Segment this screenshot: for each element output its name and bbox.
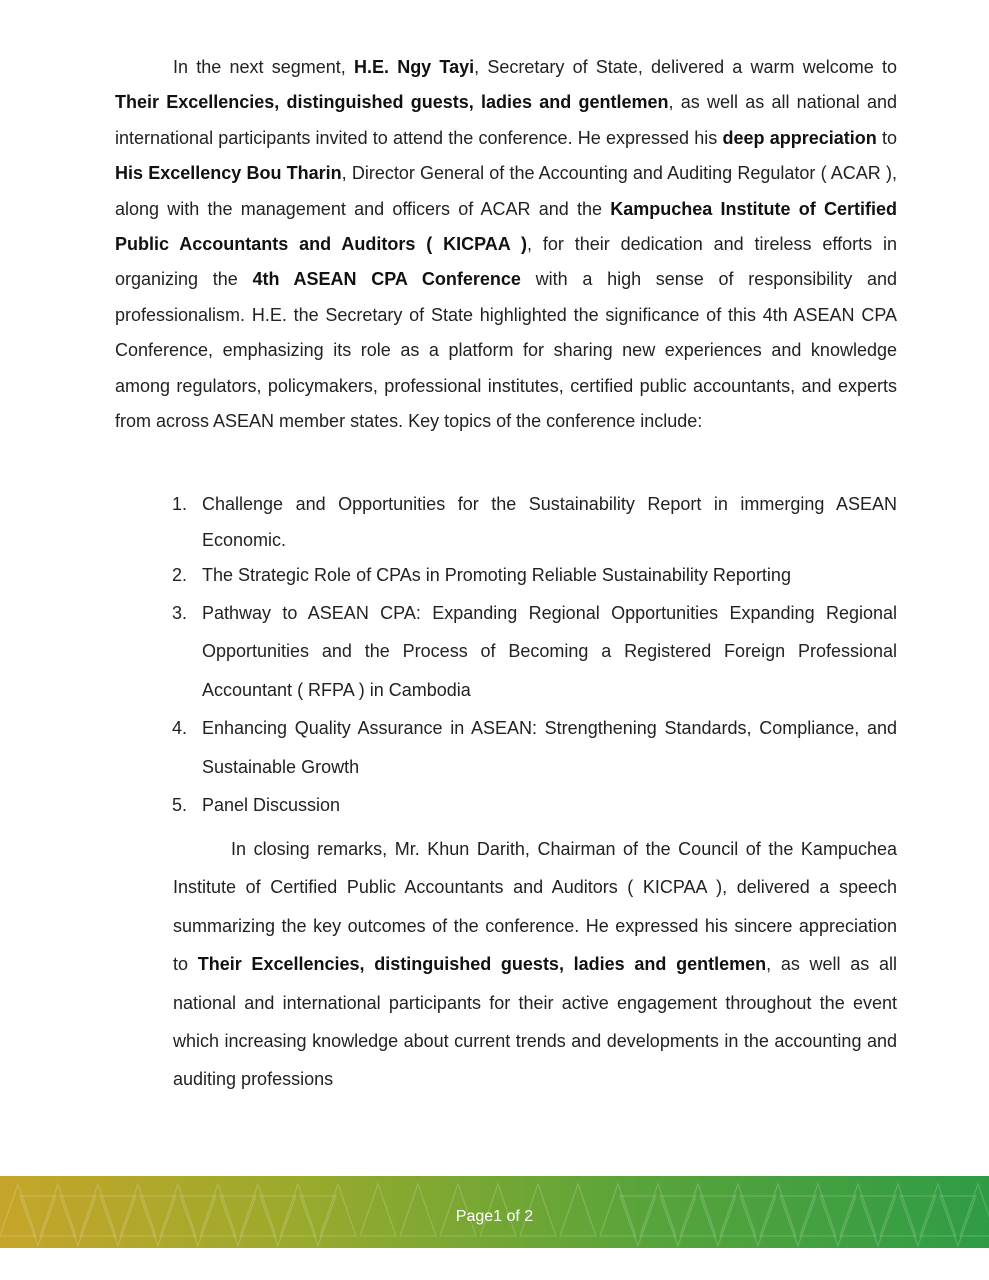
text-run: , for their dedication and tireless efforts in organizing the [115, 234, 897, 290]
bold-name-ngy-tayi: H.E. Ngy Tayi [353, 57, 475, 77]
bold-conference-name: 4th ASEAN CPA Conference [252, 269, 521, 290]
conference-topics-list [172, 487, 897, 824]
bold-guests-phrase: Their Excellencies, distinguished guests, ladies and gentlemen [115, 92, 669, 113]
page-footer-band [0, 1176, 989, 1248]
list-item-text: Pathway to ASEAN CPA: Expanding Regional Opportunities Expanding Regional Opportunities and the Process of Becoming a Registered Foreign Professional Accountant ( RFPA ) in Cambodia [202, 602, 897, 700]
bold-kicpaa-name: Kampuchea Institute of Certified Public Accountants and Auditors ( KICPAA ) [115, 198, 897, 255]
page-number: Page1 of 2 [455, 1208, 534, 1225]
bold-name-bou-tharin: His Excellency Bou Tharin [115, 163, 342, 184]
list-item [172, 558, 897, 594]
list-number: 1. [172, 494, 188, 514]
bold-guests-phrase: Their Excellencies, distinguished guests, ladies and gentlemen [197, 954, 767, 975]
welcome-paragraph [115, 50, 897, 439]
list-item-text: Panel Discussion [202, 795, 341, 815]
text-run: In the next segment, [173, 57, 354, 77]
list-item-text: The Strategic Role of CPAs in Promoting Reliable Sustainability Reporting [202, 565, 791, 585]
text-run: , as well as all national and international participants for their active engagement throughout the event which increasing knowledge about current trends and developments in the accounting and auditing professions [173, 954, 897, 1090]
text-run: , as well as all national and international participants invited to attend the conference. He expressed his [115, 92, 897, 148]
list-number: 4. [172, 718, 188, 738]
text-run: with a high sense of responsibility and professionalism. H.E. the Secretary of State highlighted the significance of this 4th ASEAN CPA Conference, emphasizing its role as a platform for sharing new experiences and knowledge among regulators, policymakers, professional institutes, certified public accountants, and experts from across ASEAN member states. Key topics of the conference include: [115, 269, 897, 432]
text-run: , Secretary of State, delivered a warm welcome to [474, 57, 898, 77]
list-item-text: Challenge and Opportunities for the Sustainability Report in immerging ASEAN Economic. [202, 494, 897, 550]
list-item [172, 709, 897, 786]
text-run: to [876, 127, 897, 148]
bold-deep-appreciation: deep appreciation [722, 127, 877, 148]
text-run: , Director General of the Accounting and Auditing Regulator ( ACAR ), along with the management and officers of ACAR and the [115, 163, 897, 219]
list-item-text: Enhancing Quality Assurance in ASEAN: Strengthening Standards, Compliance, and Sustainable Growth [202, 718, 897, 777]
text-run: In closing remarks, Mr. Khun Darith, Chairman of the Council of the Kampuchea Institute of Certified Public Accountants and Auditors ( KICPAA ), delivered a speech summarizing the key outcomes of the conference. He expressed his sincere appreciation to [173, 839, 897, 975]
list-number: 3. [172, 602, 188, 623]
list-item [172, 487, 897, 558]
list-number: 2. [172, 565, 188, 585]
list-item [172, 594, 897, 710]
closing-paragraph [173, 830, 897, 1099]
list-number: 5. [172, 795, 188, 815]
list-item [172, 786, 897, 824]
